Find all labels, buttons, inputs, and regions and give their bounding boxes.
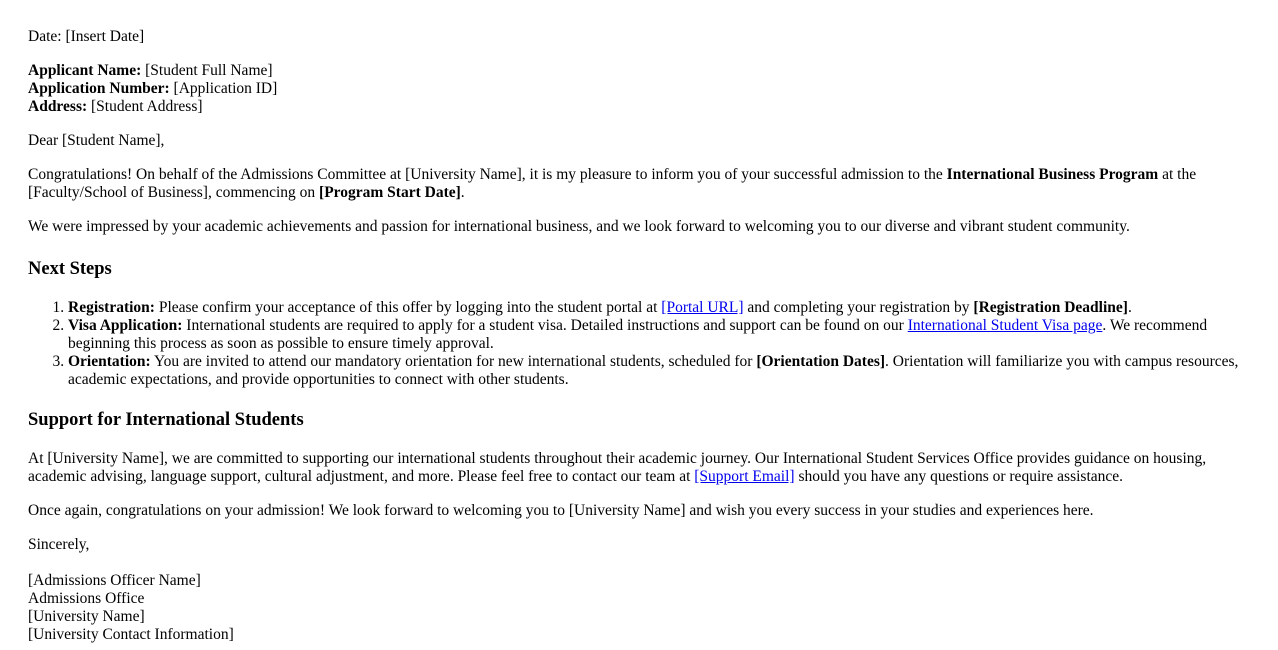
support-text-a: At [University Name], we are committed to supporting our international students throughout their academic journey. Our International Student Services Office provides guidance on housing, academic advising, language support, cultural adjustment, and more. Please feel free to contact our team at <box>28 450 1207 485</box>
sign-off: Sincerely, <box>28 536 90 553</box>
application-number-line <box>28 80 1250 98</box>
visa-page-link[interactable]: International Student Visa page <box>907 317 1103 334</box>
support-paragraph <box>28 450 1250 486</box>
step-label: Registration: <box>68 299 155 316</box>
application-number-label: Application Number: <box>28 80 170 97</box>
program-name: International Business Program <box>946 166 1159 183</box>
next-steps-heading: Next Steps <box>28 259 112 279</box>
support-text-b: should you have any questions or require assistance. <box>794 468 1124 485</box>
officer-name: [Admissions Officer Name] <box>28 572 201 589</box>
applicant-info-block <box>28 62 1250 116</box>
support-email-link[interactable]: [Support Email] <box>694 468 795 485</box>
registration-deadline: [Registration Deadline] <box>973 299 1128 316</box>
applicant-name-line <box>28 62 1250 80</box>
application-number-value: [Application ID] <box>169 80 278 97</box>
address-label: Address: <box>28 98 88 115</box>
para1-text-a: Congratulations! On behalf of the Admissions Committee at [University Name], it is my pleasure to inform you of your successful admission to the <box>28 166 947 183</box>
next-steps-list <box>28 299 1250 389</box>
step-label: Orientation: <box>68 353 151 370</box>
step-text: . <box>1127 299 1132 316</box>
signature-block <box>28 572 1250 644</box>
step-label: Visa Application: <box>68 317 183 334</box>
letter-date: Date: [Insert Date] <box>28 28 145 45</box>
step-text: and completing your registration by <box>743 299 974 316</box>
step-text: International students are required to apply for a student visa. Detailed instructions and support can be found on our <box>182 317 908 334</box>
para1-text-b: at the [Faculty/School of Business], commencing on <box>28 166 1197 201</box>
congratulations-paragraph <box>28 166 1250 202</box>
address-value: [Student Address] <box>87 98 203 115</box>
step-text: . We recommend beginning this process as soon as possible to ensure timely approval. <box>68 317 1208 352</box>
applicant-name-value: [Student Full Name] <box>141 62 273 79</box>
closing-paragraph: Once again, congratulations on your admission! We look forward to welcoming you to [University Name] and wish you every success in your studies and experiences here. <box>28 502 1094 519</box>
orientation-dates: [Orientation Dates] <box>756 353 886 370</box>
university-name: [University Name] <box>28 608 145 625</box>
applicant-name-label: Applicant Name: <box>28 62 142 79</box>
step-visa-application <box>68 317 1250 353</box>
support-heading: Support for International Students <box>28 410 304 430</box>
salutation: Dear [Student Name], <box>28 132 165 149</box>
address-line <box>28 98 1250 116</box>
program-start-date: [Program Start Date] <box>319 184 461 201</box>
step-registration <box>68 299 1250 317</box>
para1-text-c: . <box>460 184 465 201</box>
impressed-paragraph: We were impressed by your academic achievements and passion for international business, and we look forward to welcoming you to our diverse and vibrant student community. <box>28 218 1130 235</box>
office-name: Admissions Office <box>28 590 145 607</box>
portal-url-link[interactable]: [Portal URL] <box>661 299 744 316</box>
step-text: Please confirm your acceptance of this offer by logging into the student portal at <box>154 299 662 316</box>
step-text: . Orientation will familiarize you with campus resources, academic expectations, and provide opportunities to connect with other students. <box>68 353 1239 388</box>
step-text: You are invited to attend our mandatory orientation for new international students, scheduled for <box>150 353 757 370</box>
university-contact: [University Contact Information] <box>28 626 234 643</box>
step-orientation <box>68 353 1250 389</box>
